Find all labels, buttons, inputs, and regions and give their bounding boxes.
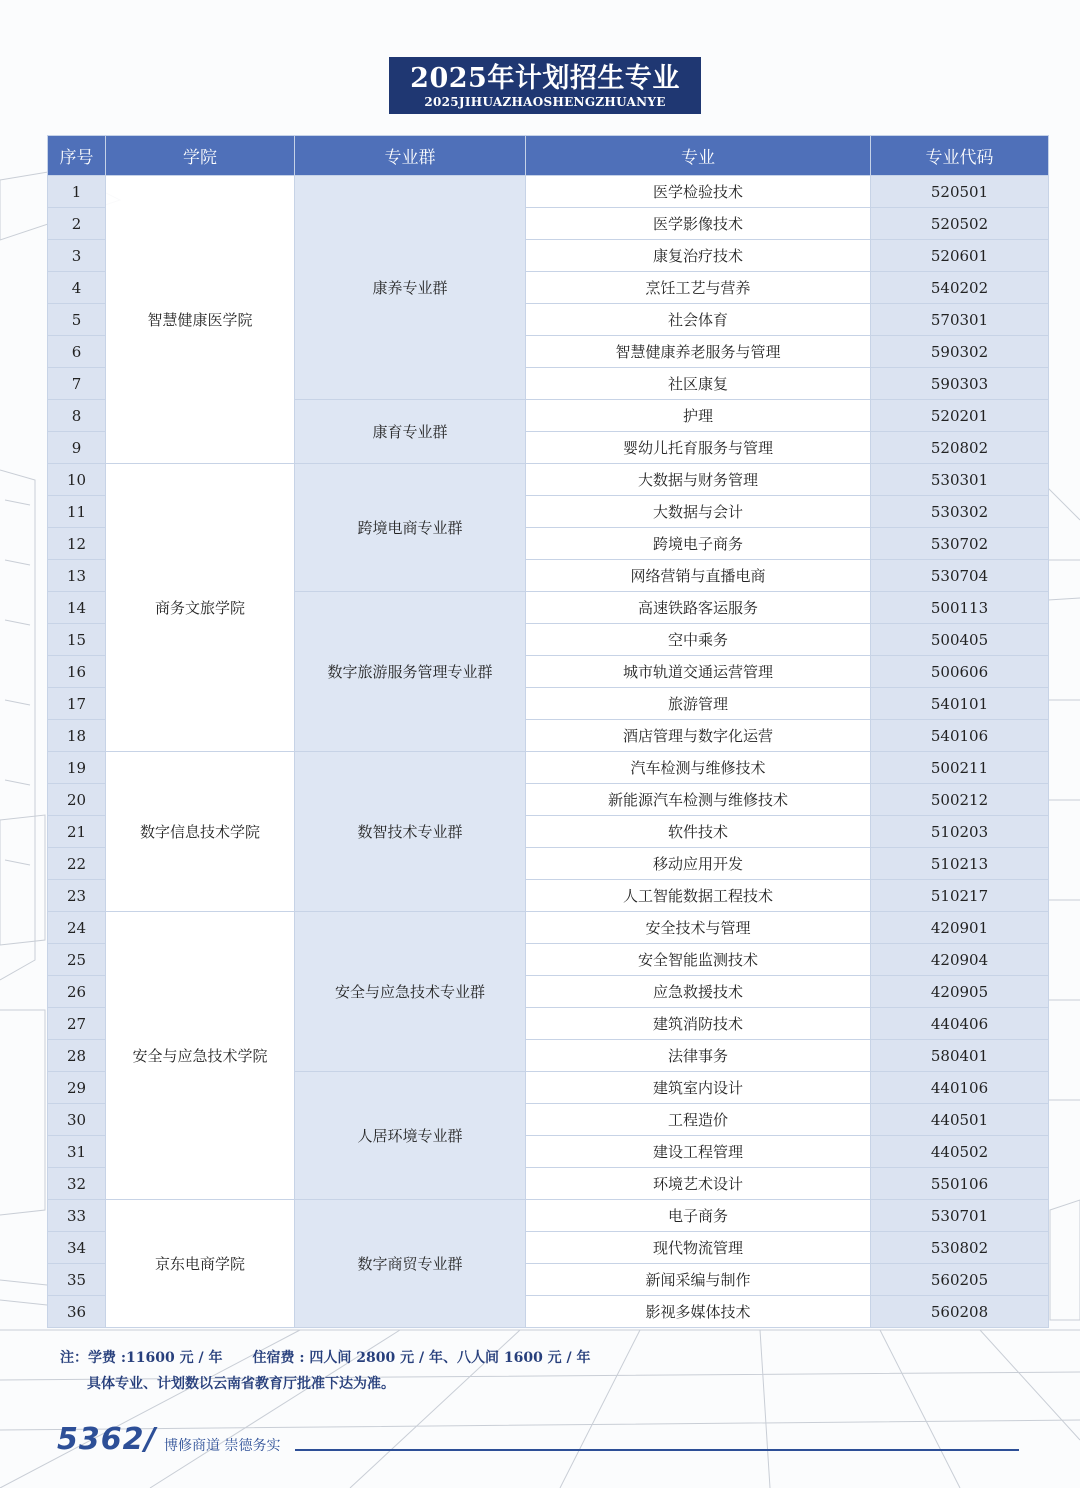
row-number: 18 bbox=[48, 720, 106, 752]
major-code-cell: 520501 bbox=[871, 176, 1049, 208]
header-group: 专业群 bbox=[295, 136, 526, 176]
major-cell: 大数据与会计 bbox=[526, 496, 871, 528]
row-number: 3 bbox=[48, 240, 106, 272]
row-number: 14 bbox=[48, 592, 106, 624]
major-cell: 医学影像技术 bbox=[526, 208, 871, 240]
table-row bbox=[48, 176, 1049, 208]
major-cell: 安全技术与管理 bbox=[526, 912, 871, 944]
table-row bbox=[48, 752, 1049, 784]
table-row bbox=[48, 1200, 1049, 1232]
group-cell: 人居环境专业群 bbox=[295, 1072, 526, 1200]
college-cell: 京东电商学院 bbox=[106, 1200, 295, 1328]
footer-number: 5362/ bbox=[57, 1422, 157, 1457]
notes-line-1 bbox=[60, 1345, 591, 1371]
row-number: 16 bbox=[48, 656, 106, 688]
major-code-cell: 570301 bbox=[871, 304, 1049, 336]
row-number: 17 bbox=[48, 688, 106, 720]
row-number: 19 bbox=[48, 752, 106, 784]
group-cell: 康育专业群 bbox=[295, 400, 526, 464]
group-cell: 数智技术专业群 bbox=[295, 752, 526, 912]
row-number: 20 bbox=[48, 784, 106, 816]
major-cell: 酒店管理与数字化运营 bbox=[526, 720, 871, 752]
group-cell: 康养专业群 bbox=[295, 176, 526, 400]
college-cell: 商务文旅学院 bbox=[106, 464, 295, 752]
page-title: 2025年计划招生专业 bbox=[410, 63, 680, 94]
row-number: 5 bbox=[48, 304, 106, 336]
major-cell: 大数据与财务管理 bbox=[526, 464, 871, 496]
group-cell: 数字旅游服务管理专业群 bbox=[295, 592, 526, 752]
major-code-cell: 540106 bbox=[871, 720, 1049, 752]
major-code-cell: 530302 bbox=[871, 496, 1049, 528]
header-code: 专业代码 bbox=[871, 136, 1049, 176]
major-code-cell: 510217 bbox=[871, 880, 1049, 912]
major-code-cell: 580401 bbox=[871, 1040, 1049, 1072]
major-cell: 城市轨道交通运营管理 bbox=[526, 656, 871, 688]
table-header-row bbox=[48, 136, 1049, 176]
major-cell: 网络营销与直播电商 bbox=[526, 560, 871, 592]
major-code-cell: 500212 bbox=[871, 784, 1049, 816]
major-code-cell: 520802 bbox=[871, 432, 1049, 464]
major-code-cell: 500211 bbox=[871, 752, 1049, 784]
major-cell: 智慧健康养老服务与管理 bbox=[526, 336, 871, 368]
major-code-cell: 590303 bbox=[871, 368, 1049, 400]
group-cell: 跨境电商专业群 bbox=[295, 464, 526, 592]
major-code-cell: 530701 bbox=[871, 1200, 1049, 1232]
row-number: 29 bbox=[48, 1072, 106, 1104]
row-number: 12 bbox=[48, 528, 106, 560]
footer-divider bbox=[295, 1449, 1019, 1451]
row-number: 9 bbox=[48, 432, 106, 464]
row-number: 13 bbox=[48, 560, 106, 592]
major-code-cell: 510203 bbox=[871, 816, 1049, 848]
row-number: 6 bbox=[48, 336, 106, 368]
row-number: 31 bbox=[48, 1136, 106, 1168]
major-code-cell: 540202 bbox=[871, 272, 1049, 304]
major-cell: 医学检验技术 bbox=[526, 176, 871, 208]
major-code-cell: 550106 bbox=[871, 1168, 1049, 1200]
row-number: 1 bbox=[48, 176, 106, 208]
major-code-cell: 500405 bbox=[871, 624, 1049, 656]
row-number: 30 bbox=[48, 1104, 106, 1136]
header-major: 专业 bbox=[526, 136, 871, 176]
major-code-cell: 520502 bbox=[871, 208, 1049, 240]
major-cell: 应急救援技术 bbox=[526, 976, 871, 1008]
major-code-cell: 520201 bbox=[871, 400, 1049, 432]
row-number: 33 bbox=[48, 1200, 106, 1232]
lodging-note: 住宿费 : 四人间 2800 元 / 年、八人间 1600 元 / 年 bbox=[252, 1350, 591, 1366]
major-code-cell: 440406 bbox=[871, 1008, 1049, 1040]
major-cell: 工程造价 bbox=[526, 1104, 871, 1136]
major-cell: 康复治疗技术 bbox=[526, 240, 871, 272]
college-cell: 智慧健康医学院 bbox=[106, 176, 295, 464]
major-cell: 影视多媒体技术 bbox=[526, 1296, 871, 1328]
row-number: 36 bbox=[48, 1296, 106, 1328]
major-code-cell: 590302 bbox=[871, 336, 1049, 368]
major-code-cell: 540101 bbox=[871, 688, 1049, 720]
row-number: 28 bbox=[48, 1040, 106, 1072]
major-cell: 婴幼儿托育服务与管理 bbox=[526, 432, 871, 464]
major-cell: 护理 bbox=[526, 400, 871, 432]
footer-motto: 博修商道 崇德务实 bbox=[164, 1438, 281, 1454]
college-cell: 数字信息技术学院 bbox=[106, 752, 295, 912]
major-cell: 高速铁路客运服务 bbox=[526, 592, 871, 624]
major-code-cell: 440106 bbox=[871, 1072, 1049, 1104]
major-code-cell: 440501 bbox=[871, 1104, 1049, 1136]
major-code-cell: 560205 bbox=[871, 1264, 1049, 1296]
major-cell: 空中乘务 bbox=[526, 624, 871, 656]
major-code-cell: 420901 bbox=[871, 912, 1049, 944]
major-cell: 旅游管理 bbox=[526, 688, 871, 720]
header-college: 学院 bbox=[106, 136, 295, 176]
major-code-cell: 440502 bbox=[871, 1136, 1049, 1168]
row-number: 4 bbox=[48, 272, 106, 304]
table-row bbox=[48, 464, 1049, 496]
major-cell: 新能源汽车检测与维修技术 bbox=[526, 784, 871, 816]
major-cell: 建设工程管理 bbox=[526, 1136, 871, 1168]
major-cell: 社区康复 bbox=[526, 368, 871, 400]
major-code-cell: 560208 bbox=[871, 1296, 1049, 1328]
major-code-cell: 530301 bbox=[871, 464, 1049, 496]
row-number: 11 bbox=[48, 496, 106, 528]
major-cell: 跨境电子商务 bbox=[526, 528, 871, 560]
group-cell: 数字商贸专业群 bbox=[295, 1200, 526, 1328]
table-row bbox=[48, 912, 1049, 944]
row-number: 22 bbox=[48, 848, 106, 880]
row-number: 23 bbox=[48, 880, 106, 912]
major-cell: 安全智能监测技术 bbox=[526, 944, 871, 976]
row-number: 25 bbox=[48, 944, 106, 976]
row-number: 32 bbox=[48, 1168, 106, 1200]
row-number: 35 bbox=[48, 1264, 106, 1296]
major-code-cell: 530702 bbox=[871, 528, 1049, 560]
row-number: 21 bbox=[48, 816, 106, 848]
group-cell: 安全与应急技术专业群 bbox=[295, 912, 526, 1072]
row-number: 24 bbox=[48, 912, 106, 944]
major-cell: 建筑室内设计 bbox=[526, 1072, 871, 1104]
row-number: 15 bbox=[48, 624, 106, 656]
college-cell: 安全与应急技术学院 bbox=[106, 912, 295, 1200]
row-number: 34 bbox=[48, 1232, 106, 1264]
table-body bbox=[48, 176, 1049, 1328]
major-code-cell: 520601 bbox=[871, 240, 1049, 272]
major-code-cell: 500606 bbox=[871, 656, 1049, 688]
row-number: 26 bbox=[48, 976, 106, 1008]
row-number: 8 bbox=[48, 400, 106, 432]
major-cell: 新闻采编与制作 bbox=[526, 1264, 871, 1296]
major-code-cell: 510213 bbox=[871, 848, 1049, 880]
row-number: 27 bbox=[48, 1008, 106, 1040]
major-code-cell: 500113 bbox=[871, 592, 1049, 624]
major-cell: 软件技术 bbox=[526, 816, 871, 848]
row-number: 7 bbox=[48, 368, 106, 400]
notes-line-2: 具体专业、计划数以云南省教育厅批准下达为准。 bbox=[87, 1376, 395, 1392]
major-cell: 法律事务 bbox=[526, 1040, 871, 1072]
header-no: 序号 bbox=[48, 136, 106, 176]
tuition-note: 注：学费 :11600 元 / 年 bbox=[60, 1350, 223, 1366]
major-code-cell: 420905 bbox=[871, 976, 1049, 1008]
major-code-cell: 420904 bbox=[871, 944, 1049, 976]
page-title-banner bbox=[389, 57, 701, 114]
major-cell: 烹饪工艺与营养 bbox=[526, 272, 871, 304]
major-cell: 社会体育 bbox=[526, 304, 871, 336]
major-cell: 人工智能数据工程技术 bbox=[526, 880, 871, 912]
page-subtitle: 2025JIHUAZHAOSHENGZHUANYE bbox=[424, 95, 666, 109]
major-cell: 建筑消防技术 bbox=[526, 1008, 871, 1040]
row-number: 2 bbox=[48, 208, 106, 240]
major-cell: 汽车检测与维修技术 bbox=[526, 752, 871, 784]
major-code-cell: 530704 bbox=[871, 560, 1049, 592]
row-number: 10 bbox=[48, 464, 106, 496]
major-cell: 移动应用开发 bbox=[526, 848, 871, 880]
notes bbox=[60, 1345, 591, 1397]
major-cell: 环境艺术设计 bbox=[526, 1168, 871, 1200]
major-code-cell: 530802 bbox=[871, 1232, 1049, 1264]
major-cell: 现代物流管理 bbox=[526, 1232, 871, 1264]
footer bbox=[57, 1422, 1019, 1458]
major-cell: 电子商务 bbox=[526, 1200, 871, 1232]
majors-table bbox=[47, 135, 1049, 1328]
